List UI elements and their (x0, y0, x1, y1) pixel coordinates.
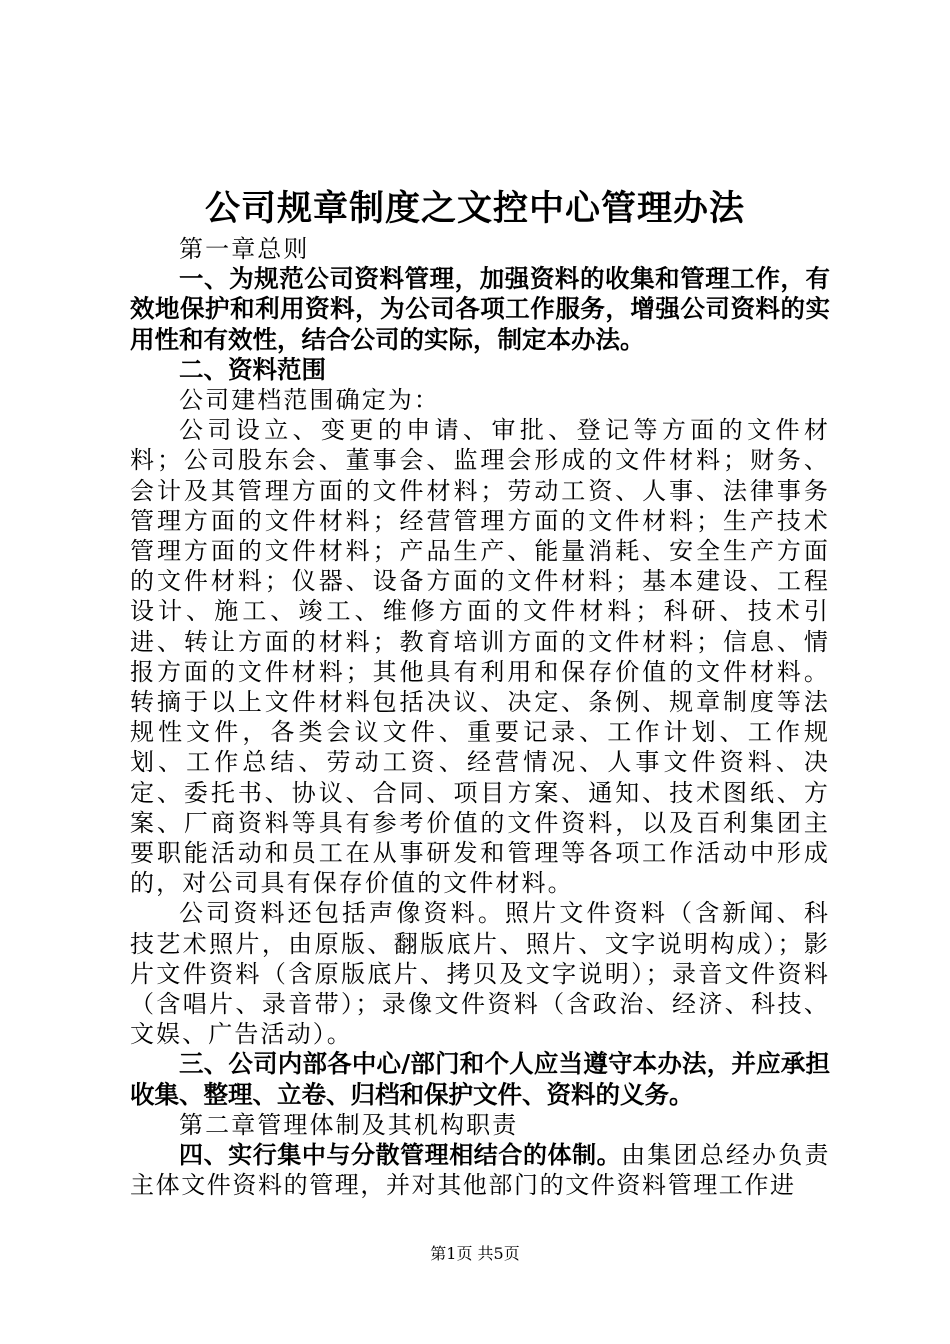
document-title: 公司规章制度之文控中心管理办法 (204, 188, 745, 229)
scope-list-paragraph: 公司设立、变更的申请、审批、登记等方面的文件材料；公司股东会、董事会、监理会形成的文件材料；财务、会计及其管理方面的文件材料；劳动工资、人事、法律事务管理方面的文件材料；经营管理方面的文件材料；生产技术管理方面的文件材料；产品生产、能量消耗、安全生产方面的文件材料；仪器、设备方面的文件材料；基本建设、工程设计、施工、竣工、维修方面的文件材料；科研、技术引进、转让方面的材料；教育培训方面的文件材料；信息、情报方面的文件材料；其他具有利用和保存价值的文件材料。转摘于以上文件材料包括决议、决定、条例、规章制度等法规性文件，各类会议文件、重要记录、工作计划、工作规划、工作总结、劳动工资、经营情况、人事文件资料、决定、委托书、协议、合同、项目方案、通知、技术图纸、方案、厂商资料等具有参考价值的文件资料，以及百利集团主要职能活动和员工在从事研发和管理等各项工作活动中形成的，对公司具有保存价值的文件材料。 (130, 416, 830, 898)
document-body (130, 234, 830, 1201)
chapter-2-heading: 第二章管理体制及其机构职责 (179, 1110, 519, 1139)
article-3-paragraph: 三、公司内部各中心/部门和个人应当遵守本办法，并应承担收集、整理、立卷、归档和保护文件、资料的义务。 (130, 1049, 830, 1109)
scope-intro-paragraph: 公司建档范围确定为： (179, 386, 440, 415)
article-2-heading: 二、资料范围 (179, 354, 326, 384)
page-footer: 第1页 共5页 (430, 1244, 520, 1263)
article-4-text: 由集团总经办负责主体文件资料的管理，并对其他部门的文件资料管理工作进 (130, 1141, 830, 1200)
article-1-paragraph: 一、为规范公司资料管理，加强资料的收集和管理工作，有效地保护和利用资料，为公司各项工作服务，增强公司资料的实用性和有效性，结合公司的实际，制定本办法。 (130, 264, 830, 354)
article-4-paragraph (130, 1140, 830, 1200)
article-4-lead: 四、实行集中与分散管理相结合的体制。 (179, 1140, 622, 1170)
chapter-1-heading: 第一章总则 (179, 235, 310, 263)
av-materials-paragraph: 公司资料还包括声像资料。照片文件资料（含新闻、科技艺术照片，由原版、翻版底片、照片、文字说明构成）；影片文件资料（含原版底片、拷贝及文字说明）；录音文件资料（含唱片、录音带）；录像文件资料（含政治、经济、科技、文娱、广告活动）。 (130, 899, 830, 1049)
